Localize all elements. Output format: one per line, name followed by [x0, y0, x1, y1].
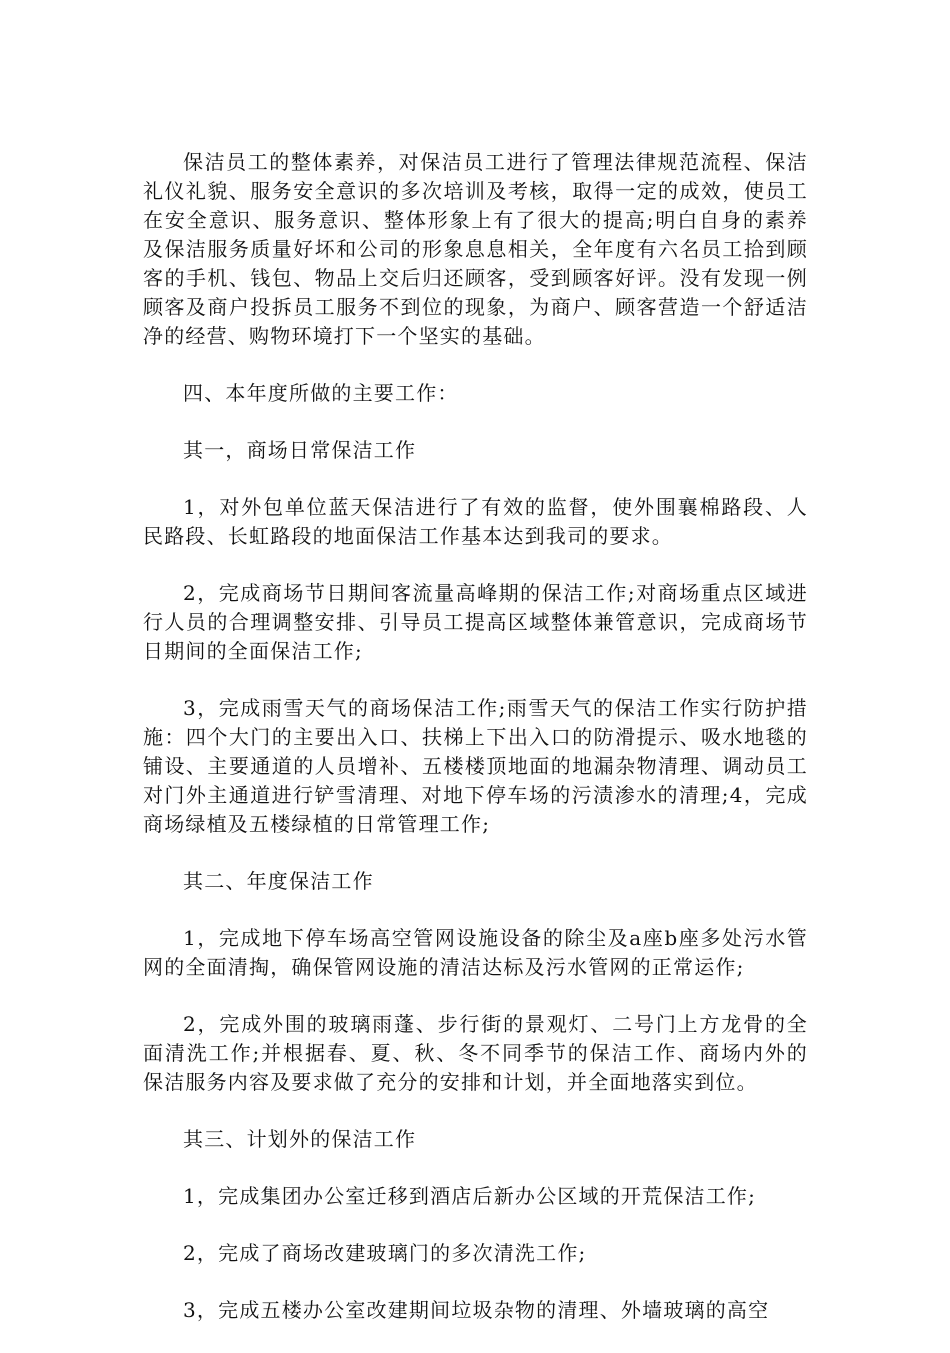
list-item-daily-3: 3，完成雨雪天气的商场保洁工作;雨雪天气的保洁工作实行防护措施：四个大门的主要出入口、扶梯上下出入口的防滑提示、吸水地毯的铺设、主要通道的人员增补、五楼楼顶地面的地漏杂物清理、调动员工对门外主通道进行铲雪清理、对地下停车场的污渍渗水的清理;4，完成商场绿植及五楼绿植的日常管理工作;	[143, 696, 808, 836]
subsection-heading-daily-cleaning: 其一，商场日常保洁工作	[183, 438, 417, 462]
subsection-heading-annual-cleaning: 其二、年度保洁工作	[183, 869, 374, 893]
intro-paragraph: 保洁员工的整体素养，对保洁员工进行了管理法律规范流程、保洁礼仪礼貌、服务安全意识的多次培训及考核，取得一定的成效，使员工在安全意识、服务意识、整体形象上有了很大的提高;明白自身的素养及保洁服务质量好坏和公司的形象息息相关，全年度有六名员工拾到顾客的手机、钱包、物品上交后归还顾客，受到顾客好评。没有发现一例顾客及商户投拆员工服务不到位的现象，为商户、顾客营造一个舒适洁净的经营、购物环境打下一个坚实的基础。	[143, 150, 808, 348]
list-item-annual-1: 1，完成地下停车场高空管网设施设备的除尘及a座b座多处污水管网的全面清掏，确保管网设施的清洁达标及污水管网的正常运作;	[143, 926, 808, 979]
subsection-heading-unplanned-cleaning: 其三、计划外的保洁工作	[183, 1127, 417, 1151]
list-item-annual-2: 2，完成外围的玻璃雨蓬、步行街的景观灯、二号门上方龙骨的全面清洗工作;并根据春、夏、秋、冬不同季节的保洁工作、商场内外的保洁服务内容及要求做了充分的安排和计划，并全面地落实到位。	[143, 1012, 808, 1094]
section-heading-main-work: 四、本年度所做的主要工作：	[183, 381, 459, 405]
list-item-daily-1: 1，对外包单位蓝天保洁进行了有效的监督，使外围襄棉路段、人民路段、长虹路段的地面保洁工作基本达到我司的要求。	[143, 495, 808, 548]
document-page	[143, 148, 808, 1353]
list-item-unplanned-3: 3，完成五楼办公室改建期间垃圾杂物的清理、外墙玻璃的高空	[183, 1298, 770, 1322]
list-item-unplanned-1: 1，完成集团办公室迁移到酒店后新办公区域的开荒保洁工作;	[183, 1184, 757, 1208]
list-item-daily-2: 2，完成商场节日期间客流量高峰期的保洁工作;对商场重点区域进行人员的合理调整安排、引导员工提高区域整体兼管意识，完成商场节日期间的全面保洁工作;	[143, 581, 808, 663]
list-item-unplanned-2: 2，完成了商场改建玻璃门的多次清洗工作;	[183, 1241, 587, 1265]
